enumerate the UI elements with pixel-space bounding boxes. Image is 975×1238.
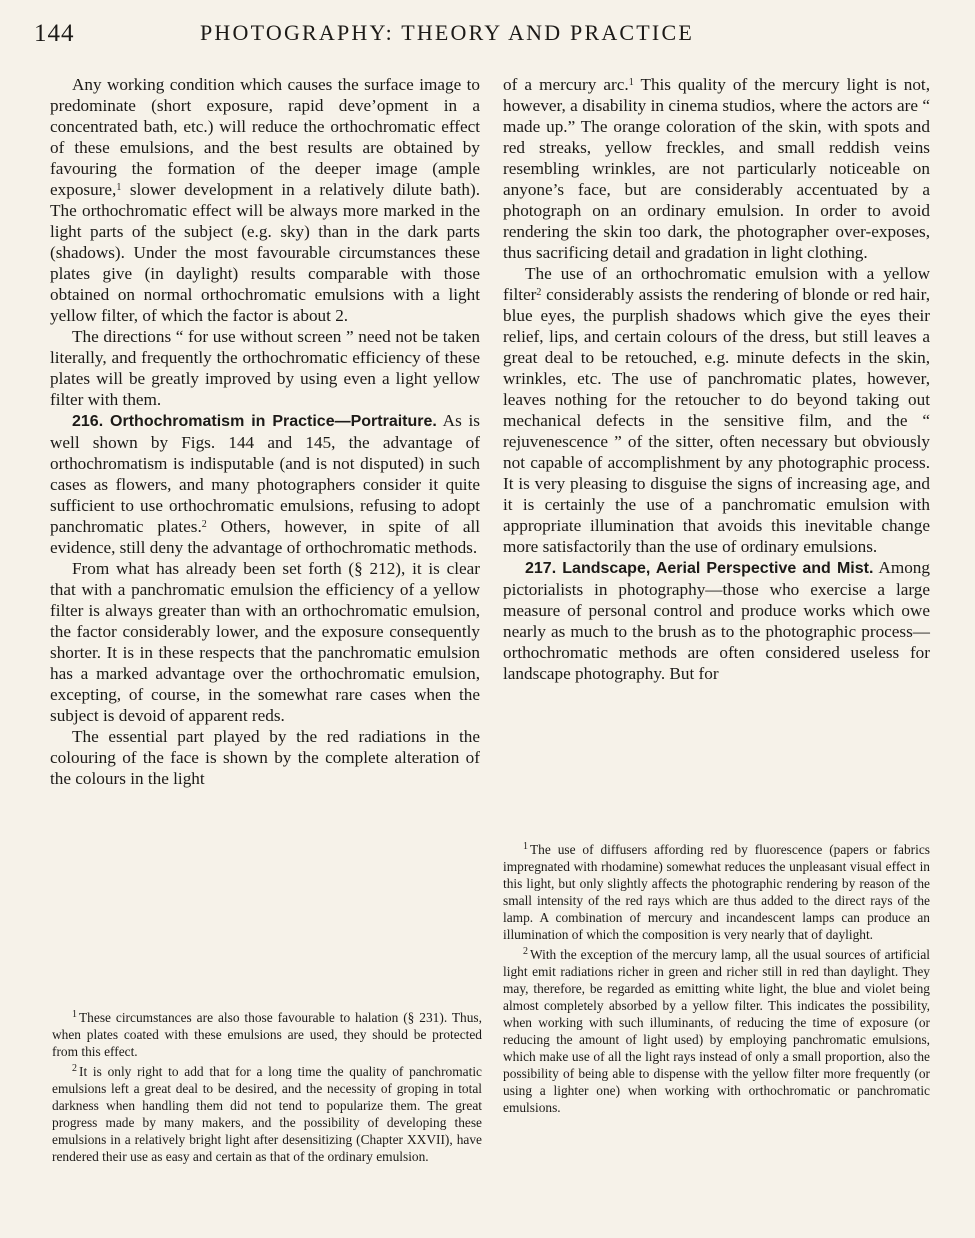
footnote-ref: 1 — [628, 77, 634, 88]
section-heading-217: 217. Landscape, Aerial Perspective and Mist. — [525, 560, 874, 577]
paragraph: The directions “ for use without screen ” need not be taken literally, and frequently the orthochromatic efficiency of these plates will be greatly improved by using even a light yellow filter with them. — [50, 327, 480, 409]
footnote: $^1$ These circumstances are also those favourable to halation (§ 231). Thus, when plates coated with these emulsions are used, they should be protected from this effect. — [52, 1009, 482, 1059]
footnote-ref: 1 — [116, 182, 122, 193]
paragraph: The essential part played by the red radiations in the colouring of the face is shown by the complete alteration of the colours in the light — [50, 727, 480, 788]
footnote: $^2$ It is only right to add that for a long time the quality of panchromatic emulsions left a great deal to be desired, and the necessity of groping in total darkness when handling them did not tend to popularize them. The great progress made by many makers, and the possibility of developing these emulsions in a relatively bright light after desensitizing (Chapter XXVII), have rendered their use as easy and certain as that of the ordinary emulsion. — [52, 1063, 482, 1164]
paragraph: of a mercury arc.$^1$ This quality of the mercury light is not, however, a disability in cinema studios, where the actors are “ made up.” The orange coloration of the skin, with spots and red streaks, yellow freckles, and small reddish veins resembling wrinkles, are not particularly noticeable on anyone’s face, but are considerably accentuated by a photograph on an ordinary emulsion. In order to avoid rendering the skin too dark, the photographer over-exposes, thus sacrificing detail and gradation in light clothing. — [503, 75, 930, 262]
footnotes-left — [52, 1006, 482, 1165]
section-paragraph-217: 217. Landscape, Aerial Perspective and Mist. Among pictorialists in photography—those who exercise a large measure of personal control and produce works which owe nearly as much to the brush as to the photographic process—orthochromatic methods are often considered useless for landscape photography. But for — [503, 558, 930, 683]
footnote-ref: 2 — [536, 287, 542, 298]
footnotes-right — [503, 838, 930, 1116]
paragraph: Any working condition which causes the surface image to predominate (short exposure, rapid deve’opment in a concentrated bath, etc.) will reduce the orthochromatic effect of these emulsions, and the best results are obtained by favouring the formation of the deeper image (ample exposure,$^1$ slower development in a relatively dilute bath). The orthochromatic effect will be always more marked in the light parts of the subject (e.g. sky) than in the dark parts (shadows). Under the most favourable circumstances these plates give (in daylight) results comparable with those obtained on normal orthochromatic emulsions with a light yellow filter, of which the factor is about 2. — [50, 75, 480, 325]
footnote-ref: 2 — [201, 519, 207, 530]
paragraph: From what has already been set forth (§ 212), it is clear that with a panchromatic emulsion the efficiency of a yellow filter is always greater than with an orthochromatic emulsion, the factor considerably lower, and the exposure consequently shorter. It is in these respects that the panchromatic emulsion has a marked advantage over the orthochromatic emulsion, excepting, of course, in the somewhat rare cases when the subject is devoid of apparent reds. — [50, 559, 480, 725]
footnote: $^1$ The use of diffusers affording red by fluorescence (papers or fabrics impregnated with rhodamine) somewhat reduces the unpleasant visual effect in this light, but only slightly affects the photographic rendering by reason of the small intensity of the red rays which are thus added to the direct rays of the lamp. A combination of mercury and incandescent lamps can produce an illumination of which the composition is very nearly that of daylight. — [503, 841, 930, 942]
left-column — [50, 74, 480, 789]
footnote: $^2$ With the exception of the mercury lamp, all the usual sources of artificial light emit radiations richer in green and richer still in red than daylight. They may, therefore, be regarded as emitting white light, the blue and violet being almost completely absorbed by a yellow filter. This indicates the possibility, when working with such illuminants, of reducing the time of exposure (or reducing the amount of light used) by employing panchromatic emulsions, which make use of all the light rays instead of only a small proportion, also the possibility of being able to dispense with the yellow filter more frequently (or using a lighter one) when working with orthochromatic or panchromatic emulsions. — [503, 946, 930, 1115]
right-column — [503, 74, 930, 684]
running-head: PHOTOGRAPHY: THEORY AND PRACTICE — [200, 20, 694, 45]
section-paragraph-216: 216. Orthochromatism in Practice—Portraiture. As is well shown by Figs. 144 and 145, the advantage of orthochromatism is indisputable (and is not disputed) in such cases as flowers, and many photographers consider it quite sufficient to use orthochromatic emulsions, refusing to adopt panchromatic plates.$^2$ Others, however, in spite of all evidence, still deny the advantage of orthochromatic methods. — [50, 411, 481, 557]
page-number: 144 — [34, 20, 75, 47]
section-heading-216: 216. Orthochromatism in Practice—Portraiture. — [72, 413, 437, 430]
paragraph: The use of an orthochromatic emulsion with a yellow filter$^2$ considerably assists the rendering of blonde or red hair, blue eyes, the purplish shadows which give the eyes their relief, lips, and certain colours of the dress, but still leaves a great deal to be retouched, e.g. minute defects in the skin, wrinkles, etc. The use of panchromatic plates, however, leaves nothing for the retoucher to do beyond taking out mechanical defects in the sensitive film, and the “ rejuvenescence ” of the sitter, often necessary but obviously not capable of accomplishment by any photographic process. It is very pleasing to disguise the signs of increasing age, and it is certainly the use of a panchromatic emulsion with appropriate illumination that avoids this inevitable change more satisfactorily than the use of ordinary emulsions. — [503, 264, 930, 556]
